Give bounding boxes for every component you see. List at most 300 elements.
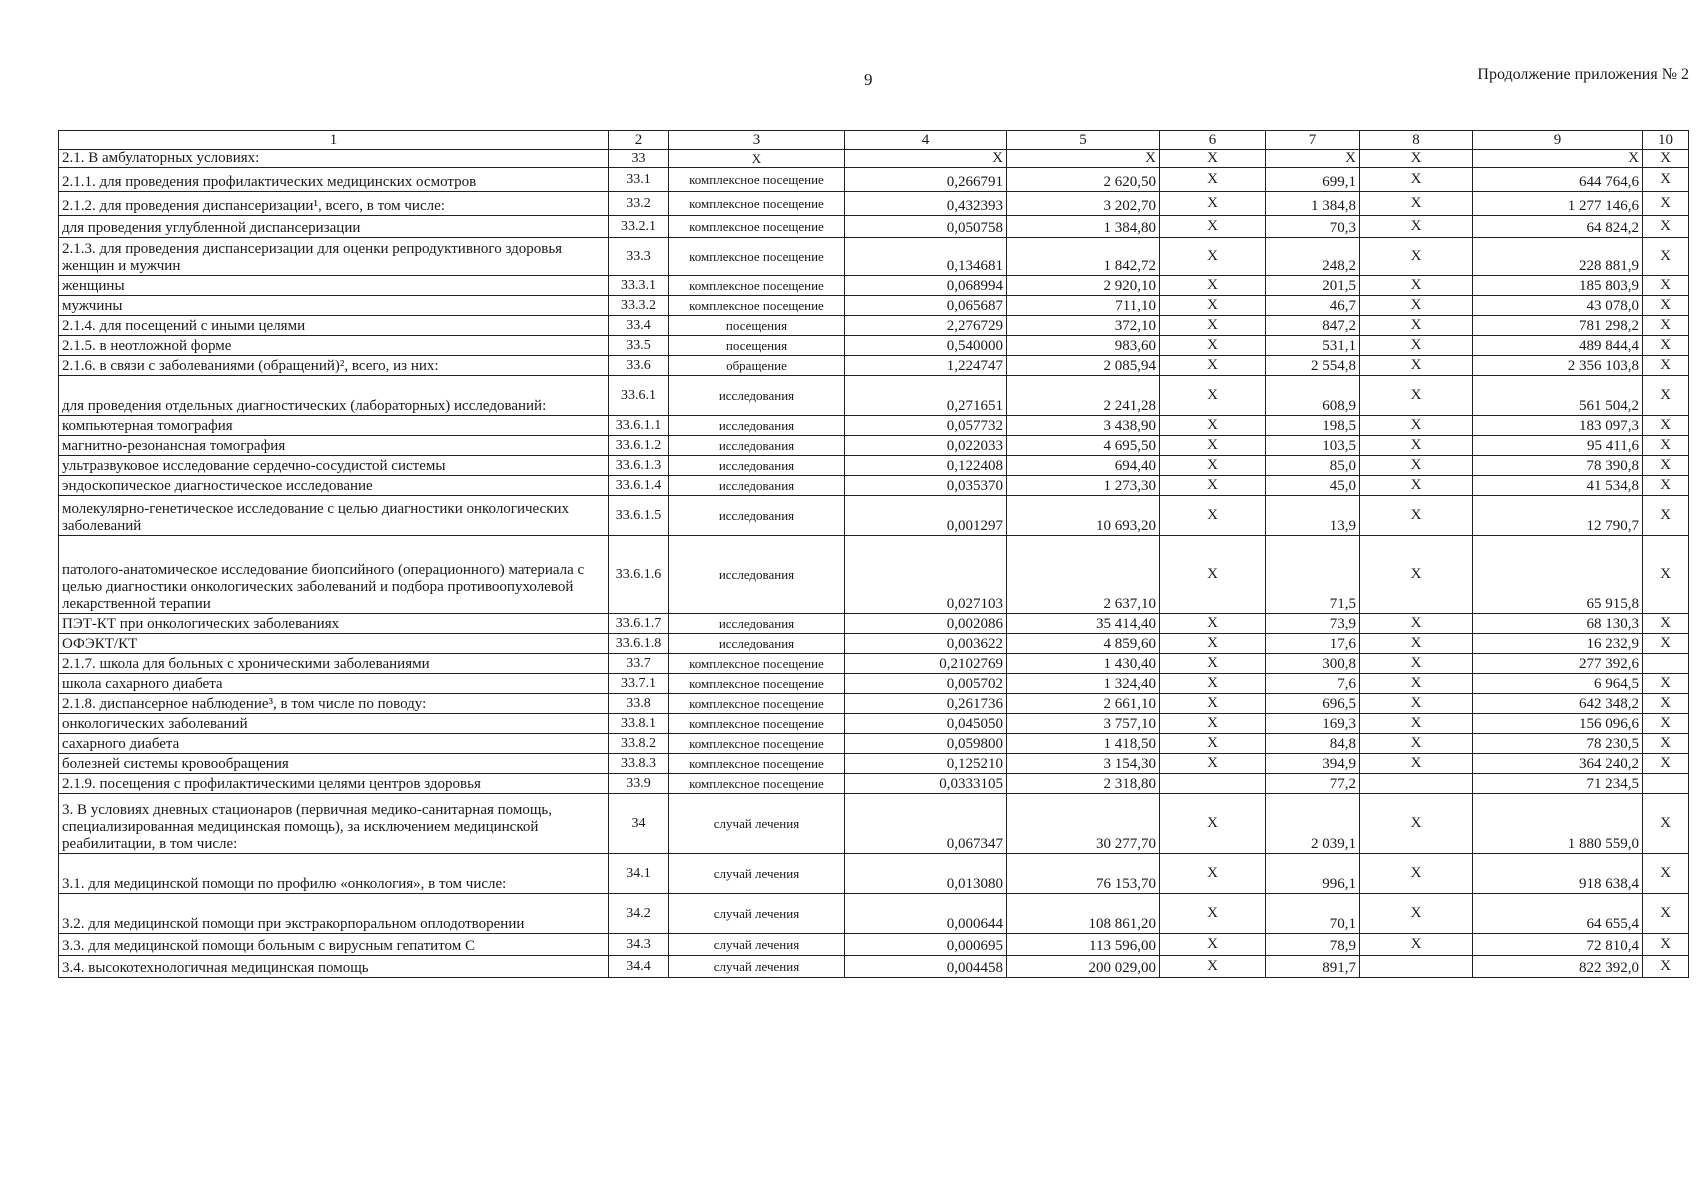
table-cell-col-5: 372,10	[1007, 316, 1160, 336]
table-cell-col-2: 33.6	[609, 356, 669, 376]
table-cell-col-3: случай лечения	[669, 854, 845, 894]
table-cell-col-3: случай лечения	[669, 894, 845, 934]
table-cell-col-7: 696,5	[1266, 694, 1360, 714]
table-cell-col-4: 0,004458	[845, 956, 1007, 978]
table-cell-col-1: 2.1.5. в неотложной форме	[59, 336, 609, 356]
table-cell-col-6: Х	[1160, 356, 1266, 376]
data-table	[58, 130, 1689, 978]
table-cell-col-4: 0,005702	[845, 674, 1007, 694]
table-row	[59, 654, 1689, 674]
table-cell-col-6: Х	[1160, 192, 1266, 216]
table-cell-col-6: Х	[1160, 956, 1266, 978]
table-cell-col-2: 33.3.1	[609, 276, 669, 296]
table-cell-col-9: 561 504,2	[1473, 376, 1643, 416]
table-cell-col-6: Х	[1160, 734, 1266, 754]
table-cell-col-9: 71 234,5	[1473, 774, 1643, 794]
table-cell-col-10: Х	[1643, 794, 1689, 854]
table-cell-col-10: Х	[1643, 854, 1689, 894]
page-number: 9	[864, 70, 873, 89]
table-cell-col-5: 983,60	[1007, 336, 1160, 356]
table-cell-col-8: Х	[1360, 436, 1473, 456]
table-cell-col-4: 0,013080	[845, 854, 1007, 894]
table-cell-col-5: 10 693,20	[1007, 496, 1160, 536]
table-cell-col-3: исследования	[669, 436, 845, 456]
table-cell-col-1: ПЭТ-КТ при онкологических заболеваниях	[59, 614, 609, 634]
table-cell-col-8: Х	[1360, 192, 1473, 216]
table-cell-col-7: 71,5	[1266, 536, 1360, 614]
table-cell-col-4: 0,134681	[845, 238, 1007, 276]
table-row	[59, 894, 1689, 934]
table-cell-col-2: 33.8.3	[609, 754, 669, 774]
table-cell-col-3: комплексное посещение	[669, 754, 845, 774]
table-cell-col-9: 64 824,2	[1473, 216, 1643, 238]
table-cell-col-1: 2.1.6. в связи с заболеваниями (обращений)², всего, из них:	[59, 356, 609, 376]
table-cell-col-9: 156 096,6	[1473, 714, 1643, 734]
table-row	[59, 694, 1689, 714]
table-cell-col-7: 2 554,8	[1266, 356, 1360, 376]
table-cell-col-6: Х	[1160, 456, 1266, 476]
table-row	[59, 476, 1689, 496]
table-cell-col-9: 183 097,3	[1473, 416, 1643, 436]
table-cell-col-1: 2.1.8. диспансерное наблюдение³, в том числе по поводу:	[59, 694, 609, 714]
table-cell-col-7: 73,9	[1266, 614, 1360, 634]
table-row	[59, 238, 1689, 276]
table-cell-col-7: 70,3	[1266, 216, 1360, 238]
table-cell-col-10: Х	[1643, 238, 1689, 276]
table-cell-col-7: 996,1	[1266, 854, 1360, 894]
table-cell-col-8: Х	[1360, 794, 1473, 854]
table-cell-col-7: 84,8	[1266, 734, 1360, 754]
table-cell-col-2: 34.1	[609, 854, 669, 894]
table-cell-col-3: комплексное посещение	[669, 238, 845, 276]
appendix-label: Продолжение приложения № 2	[1477, 66, 1689, 83]
table-cell-col-4: 0,2102769	[845, 654, 1007, 674]
table-row	[59, 714, 1689, 734]
table-cell-col-6: Х	[1160, 536, 1266, 614]
table-cell-col-4: 2,276729	[845, 316, 1007, 336]
table-cell-col-4: 0,022033	[845, 436, 1007, 456]
table-cell-col-4: 0,432393	[845, 192, 1007, 216]
table-cell-col-1: 3.4. высокотехнологичная медицинская помощь	[59, 956, 609, 978]
table-cell-col-1: сахарного диабета	[59, 734, 609, 754]
table-cell-col-8: Х	[1360, 316, 1473, 336]
table-row	[59, 794, 1689, 854]
table-cell-col-3: исследования	[669, 496, 845, 536]
table-cell-col-4: 0,050758	[845, 216, 1007, 238]
table-cell-col-8: Х	[1360, 694, 1473, 714]
table-cell-col-8: Х	[1360, 754, 1473, 774]
table-cell-col-1: патолого-анатомическое исследование биопсийного (операционного) материала с целью диагностики онкологических заболеваний и подбора противоопухолевой лекарственной терапии	[59, 536, 609, 614]
table-cell-col-2: 33.6.1.4	[609, 476, 669, 496]
table-cell-col-3: Х	[669, 150, 845, 168]
table-cell-col-1: эндоскопическое диагностическое исследование	[59, 476, 609, 496]
column-header-10: 10	[1643, 131, 1689, 150]
table-cell-col-4: 0,002086	[845, 614, 1007, 634]
table-cell-col-3: комплексное посещение	[669, 734, 845, 754]
table-cell-col-9: 228 881,9	[1473, 238, 1643, 276]
table-cell-col-8: Х	[1360, 336, 1473, 356]
table-cell-col-4: 0,027103	[845, 536, 1007, 614]
table-cell-col-8: Х	[1360, 734, 1473, 754]
table-cell-col-9: Х	[1473, 150, 1643, 168]
table-cell-col-9: 6 964,5	[1473, 674, 1643, 694]
table-cell-col-6: Х	[1160, 894, 1266, 934]
table-cell-col-5: 1 324,40	[1007, 674, 1160, 694]
table-cell-col-5: 2 620,50	[1007, 168, 1160, 192]
column-header-4: 4	[845, 131, 1007, 150]
table-cell-col-1: молекулярно-генетическое исследование с целью диагностики онкологических заболеваний	[59, 496, 609, 536]
table-row	[59, 774, 1689, 794]
table-cell-col-4: 0,000644	[845, 894, 1007, 934]
table-cell-col-5: 2 661,10	[1007, 694, 1160, 714]
table-cell-col-7: Х	[1266, 150, 1360, 168]
table-row	[59, 496, 1689, 536]
column-header-7: 7	[1266, 131, 1360, 150]
table-cell-col-3: исследования	[669, 416, 845, 436]
table-cell-col-9: 918 638,4	[1473, 854, 1643, 894]
table-cell-col-6: Х	[1160, 238, 1266, 276]
table-cell-col-10: Х	[1643, 956, 1689, 978]
column-header-1: 1	[59, 131, 609, 150]
table-cell-col-9: 72 810,4	[1473, 934, 1643, 956]
table-cell-col-1: для проведения отдельных диагностических (лабораторных) исследований:	[59, 376, 609, 416]
table-cell-col-5: 2 637,10	[1007, 536, 1160, 614]
table-cell-col-9: 642 348,2	[1473, 694, 1643, 714]
column-header-3: 3	[669, 131, 845, 150]
table-cell-col-5: 1 430,40	[1007, 654, 1160, 674]
table-body	[59, 131, 1689, 978]
table-cell-col-2: 33.8.1	[609, 714, 669, 734]
table-row	[59, 168, 1689, 192]
table-cell-col-10: Х	[1643, 168, 1689, 192]
table-cell-col-6: Х	[1160, 614, 1266, 634]
table-cell-col-8: Х	[1360, 150, 1473, 168]
table-cell-col-10: Х	[1643, 192, 1689, 216]
table-cell-col-7: 891,7	[1266, 956, 1360, 978]
table-cell-col-8	[1360, 774, 1473, 794]
table-cell-col-10: Х	[1643, 536, 1689, 614]
table-cell-col-4: 0,067347	[845, 794, 1007, 854]
table-cell-col-3: случай лечения	[669, 794, 845, 854]
table-cell-col-10: Х	[1643, 754, 1689, 774]
table-cell-col-9: 1 277 146,6	[1473, 192, 1643, 216]
table-cell-col-6: Х	[1160, 168, 1266, 192]
table-cell-col-3: комплексное посещение	[669, 654, 845, 674]
table-cell-col-8: Х	[1360, 216, 1473, 238]
table-row	[59, 376, 1689, 416]
table-cell-col-1: магнитно-резонансная томография	[59, 436, 609, 456]
table-cell-col-2: 33.9	[609, 774, 669, 794]
table-cell-col-9: 68 130,3	[1473, 614, 1643, 634]
table-cell-col-2: 33.6.1.2	[609, 436, 669, 456]
table-cell-col-2: 33	[609, 150, 669, 168]
table-cell-col-8: Х	[1360, 416, 1473, 436]
table-cell-col-10: Х	[1643, 336, 1689, 356]
table-cell-col-6: Х	[1160, 654, 1266, 674]
table-cell-col-9: 1 880 559,0	[1473, 794, 1643, 854]
table-cell-col-9: 12 790,7	[1473, 496, 1643, 536]
table-cell-col-9: 16 232,9	[1473, 634, 1643, 654]
table-row	[59, 614, 1689, 634]
table-cell-col-3: исследования	[669, 376, 845, 416]
table-cell-col-5: 3 202,70	[1007, 192, 1160, 216]
table-cell-col-6: Х	[1160, 216, 1266, 238]
table-cell-col-8: Х	[1360, 536, 1473, 614]
table-cell-col-9: 277 392,6	[1473, 654, 1643, 674]
table-row	[59, 536, 1689, 614]
table-cell-col-8: Х	[1360, 894, 1473, 934]
table-cell-col-5: 1 384,80	[1007, 216, 1160, 238]
table-cell-col-10: Х	[1643, 376, 1689, 416]
table-cell-col-2: 34.2	[609, 894, 669, 934]
table-cell-col-2: 33.6.1.7	[609, 614, 669, 634]
table-cell-col-5: 3 438,90	[1007, 416, 1160, 436]
table-cell-col-6: Х	[1160, 674, 1266, 694]
table-cell-col-8: Х	[1360, 296, 1473, 316]
table-cell-col-10: Х	[1643, 316, 1689, 336]
table-cell-col-6: Х	[1160, 714, 1266, 734]
table-cell-col-4: 0,003622	[845, 634, 1007, 654]
table-cell-col-8: Х	[1360, 276, 1473, 296]
table-row	[59, 674, 1689, 694]
table-cell-col-1: 2.1.2. для проведения диспансеризации¹, всего, в том числе:	[59, 192, 609, 216]
table-cell-col-9: 364 240,2	[1473, 754, 1643, 774]
table-cell-col-3: комплексное посещение	[669, 674, 845, 694]
table-cell-col-8: Х	[1360, 376, 1473, 416]
table-cell-col-6: Х	[1160, 476, 1266, 496]
table-cell-col-5: 35 414,40	[1007, 614, 1160, 634]
table-cell-col-10: Х	[1643, 356, 1689, 376]
column-header-row	[59, 131, 1689, 150]
table-cell-col-7: 70,1	[1266, 894, 1360, 934]
table-cell-col-5: 4 695,50	[1007, 436, 1160, 456]
table-cell-col-10: Х	[1643, 276, 1689, 296]
table-cell-col-9: 2 356 103,8	[1473, 356, 1643, 376]
table-cell-col-7: 201,5	[1266, 276, 1360, 296]
table-cell-col-5: Х	[1007, 150, 1160, 168]
table-row	[59, 754, 1689, 774]
table-cell-col-2: 33.7	[609, 654, 669, 674]
table-cell-col-6: Х	[1160, 150, 1266, 168]
table-cell-col-8: Х	[1360, 168, 1473, 192]
column-header-5: 5	[1007, 131, 1160, 150]
table-cell-col-1: 2.1.7. школа для больных с хроническими заболеваниями	[59, 654, 609, 674]
table-cell-col-3: посещения	[669, 336, 845, 356]
table-cell-col-8: Х	[1360, 476, 1473, 496]
table-cell-col-10: Х	[1643, 150, 1689, 168]
table-cell-col-3: комплексное посещение	[669, 192, 845, 216]
table-cell-col-9: 781 298,2	[1473, 316, 1643, 336]
table-cell-col-4: 0,000695	[845, 934, 1007, 956]
table-cell-col-4: 0,540000	[845, 336, 1007, 356]
column-header-9: 9	[1473, 131, 1643, 150]
table-cell-col-10	[1643, 774, 1689, 794]
table-cell-col-10: Х	[1643, 496, 1689, 536]
table-cell-col-10: Х	[1643, 714, 1689, 734]
table-cell-col-7: 608,9	[1266, 376, 1360, 416]
table-cell-col-2: 33.6.1.8	[609, 634, 669, 654]
table-cell-col-10: Х	[1643, 436, 1689, 456]
table-cell-col-1: 2.1.3. для проведения диспансеризации для оценки репродуктивного здоровья женщин и мужчин	[59, 238, 609, 276]
table-cell-col-2: 33.5	[609, 336, 669, 356]
table-cell-col-4: 0,125210	[845, 754, 1007, 774]
table-cell-col-9: 65 915,8	[1473, 536, 1643, 614]
table-cell-col-5: 1 418,50	[1007, 734, 1160, 754]
table-cell-col-10: Х	[1643, 476, 1689, 496]
table-cell-col-2: 33.2.1	[609, 216, 669, 238]
table-row	[59, 336, 1689, 356]
table-cell-col-1: болезней системы кровообращения	[59, 754, 609, 774]
table-cell-col-9: 644 764,6	[1473, 168, 1643, 192]
table-cell-col-6: Х	[1160, 794, 1266, 854]
table-cell-col-7: 699,1	[1266, 168, 1360, 192]
table-cell-col-10: Х	[1643, 894, 1689, 934]
table-row	[59, 296, 1689, 316]
table-cell-col-1: компьютерная томография	[59, 416, 609, 436]
table-cell-col-6: Х	[1160, 934, 1266, 956]
table-cell-col-6: Х	[1160, 296, 1266, 316]
table-cell-col-6: Х	[1160, 336, 1266, 356]
table-cell-col-9: 185 803,9	[1473, 276, 1643, 296]
table-cell-col-7: 7,6	[1266, 674, 1360, 694]
table-cell-col-2: 33.7.1	[609, 674, 669, 694]
table-cell-col-10: Х	[1643, 734, 1689, 754]
table-row	[59, 956, 1689, 978]
table-cell-col-7: 847,2	[1266, 316, 1360, 336]
table-cell-col-10: Х	[1643, 296, 1689, 316]
table-cell-col-3: исследования	[669, 614, 845, 634]
table-cell-col-3: комплексное посещение	[669, 774, 845, 794]
table-cell-col-4: 0,057732	[845, 416, 1007, 436]
table-row	[59, 456, 1689, 476]
table-cell-col-5: 711,10	[1007, 296, 1160, 316]
table-cell-col-8: Х	[1360, 654, 1473, 674]
table-cell-col-7: 1 384,8	[1266, 192, 1360, 216]
table-cell-col-4: 0,122408	[845, 456, 1007, 476]
table-cell-col-7: 198,5	[1266, 416, 1360, 436]
table-cell-col-4: 0,059800	[845, 734, 1007, 754]
table-cell-col-3: посещения	[669, 316, 845, 336]
column-header-2: 2	[609, 131, 669, 150]
table-cell-col-4: 1,224747	[845, 356, 1007, 376]
table-cell-col-6: Х	[1160, 376, 1266, 416]
table-cell-col-6	[1160, 774, 1266, 794]
table-cell-col-9: 822 392,0	[1473, 956, 1643, 978]
column-header-6: 6	[1160, 131, 1266, 150]
table-cell-col-2: 33.6.1.6	[609, 536, 669, 614]
table-cell-col-4: 0,045050	[845, 714, 1007, 734]
table-cell-col-2: 33.8	[609, 694, 669, 714]
table-cell-col-2: 33.3	[609, 238, 669, 276]
table-cell-col-9: 78 230,5	[1473, 734, 1643, 754]
table-cell-col-4: Х	[845, 150, 1007, 168]
table-row	[59, 356, 1689, 376]
table-cell-col-1: 2.1.1. для проведения профилактических медицинских осмотров	[59, 168, 609, 192]
table-cell-col-6: Х	[1160, 496, 1266, 536]
table-cell-col-7: 46,7	[1266, 296, 1360, 316]
table-row	[59, 192, 1689, 216]
table-cell-col-7: 2 039,1	[1266, 794, 1360, 854]
table-cell-col-1: женщины	[59, 276, 609, 296]
table-cell-col-8: Х	[1360, 238, 1473, 276]
table-cell-col-10	[1643, 654, 1689, 674]
table-row	[59, 734, 1689, 754]
table-cell-col-2: 34.3	[609, 934, 669, 956]
table-cell-col-1: школа сахарного диабета	[59, 674, 609, 694]
table-cell-col-5: 3 154,30	[1007, 754, 1160, 774]
table-cell-col-3: комплексное посещение	[669, 276, 845, 296]
table-cell-col-5: 76 153,70	[1007, 854, 1160, 894]
table-cell-col-6: Х	[1160, 276, 1266, 296]
table-row	[59, 276, 1689, 296]
table-cell-col-8: Х	[1360, 674, 1473, 694]
table-cell-col-7: 394,9	[1266, 754, 1360, 774]
table-cell-col-6: Х	[1160, 694, 1266, 714]
table-cell-col-3: комплексное посещение	[669, 694, 845, 714]
table-cell-col-9: 43 078,0	[1473, 296, 1643, 316]
table-cell-col-5: 108 861,20	[1007, 894, 1160, 934]
table-cell-col-2: 33.4	[609, 316, 669, 336]
table-cell-col-7: 78,9	[1266, 934, 1360, 956]
table-cell-col-8: Х	[1360, 496, 1473, 536]
table-cell-col-6: Х	[1160, 416, 1266, 436]
table-cell-col-3: комплексное посещение	[669, 296, 845, 316]
table-row	[59, 316, 1689, 336]
table-cell-col-7: 300,8	[1266, 654, 1360, 674]
table-cell-col-2: 33.6.1.1	[609, 416, 669, 436]
table-cell-col-5: 1 842,72	[1007, 238, 1160, 276]
table-cell-col-4: 0,266791	[845, 168, 1007, 192]
table-cell-col-4: 0,271651	[845, 376, 1007, 416]
table-cell-col-1: 3. В условиях дневных стационаров (первичная медико-санитарная помощь, специализированная медицинская помощь), за исключением медицинской реабилитации, в том числе:	[59, 794, 609, 854]
table-row	[59, 854, 1689, 894]
table-cell-col-7: 531,1	[1266, 336, 1360, 356]
table-cell-col-10: Х	[1643, 934, 1689, 956]
table-cell-col-2: 33.1	[609, 168, 669, 192]
table-cell-col-2: 33.3.2	[609, 296, 669, 316]
table-cell-col-9: 64 655,4	[1473, 894, 1643, 934]
column-header-8: 8	[1360, 131, 1473, 150]
table-cell-col-9: 489 844,4	[1473, 336, 1643, 356]
table-cell-col-6: Х	[1160, 754, 1266, 774]
table-cell-col-7: 13,9	[1266, 496, 1360, 536]
table-cell-col-2: 33.8.2	[609, 734, 669, 754]
table-cell-col-7: 169,3	[1266, 714, 1360, 734]
table-cell-col-10: Х	[1643, 416, 1689, 436]
table-cell-col-10: Х	[1643, 456, 1689, 476]
table-cell-col-5: 113 596,00	[1007, 934, 1160, 956]
table-cell-col-8: Х	[1360, 854, 1473, 894]
table-cell-col-10: Х	[1643, 634, 1689, 654]
table-cell-col-10: Х	[1643, 694, 1689, 714]
table-cell-col-5: 2 241,28	[1007, 376, 1160, 416]
table-cell-col-8: Х	[1360, 614, 1473, 634]
table-cell-col-2: 33.6.1.5	[609, 496, 669, 536]
table-cell-col-1: 2.1.9. посещения с профилактическими целями центров здоровья	[59, 774, 609, 794]
table-cell-col-3: комплексное посещение	[669, 216, 845, 238]
table-cell-col-5: 4 859,60	[1007, 634, 1160, 654]
table-cell-col-1: 2.1.4. для посещений с иными целями	[59, 316, 609, 336]
table-cell-col-9: 95 411,6	[1473, 436, 1643, 456]
table-row	[59, 634, 1689, 654]
table-cell-col-5: 2 920,10	[1007, 276, 1160, 296]
table-cell-col-6: Х	[1160, 436, 1266, 456]
table-cell-col-1: ультразвуковое исследование сердечно-сосудистой системы	[59, 456, 609, 476]
table-cell-col-2: 34.4	[609, 956, 669, 978]
table-cell-col-8: Х	[1360, 456, 1473, 476]
table-cell-col-3: исследования	[669, 476, 845, 496]
table-cell-col-5: 694,40	[1007, 456, 1160, 476]
